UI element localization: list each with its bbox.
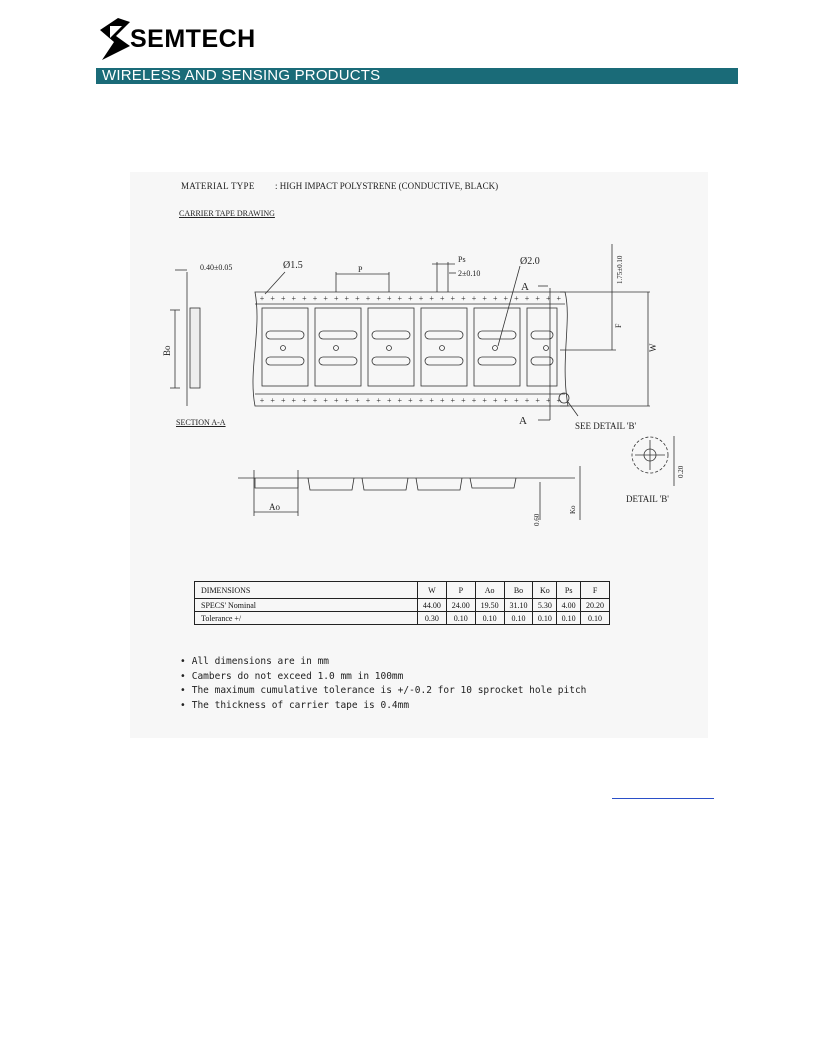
table-cell: 20.20 [581, 599, 610, 612]
table-header-cell: P [446, 582, 475, 599]
sprocket-hole: + [291, 396, 297, 405]
table-header-cell: W [418, 582, 447, 599]
ao-dimension-label: Ao [269, 502, 280, 512]
sprocket-hole: + [291, 294, 297, 303]
sprocket-hole: + [450, 396, 456, 405]
table-cell: 0.10 [557, 612, 581, 625]
table-header-cell: F [581, 582, 610, 599]
tape-pockets [262, 308, 557, 386]
sprocket-hole: + [439, 396, 445, 405]
sprocket-hole: + [386, 294, 392, 303]
sprocket-hole: + [429, 396, 434, 405]
table-cell: 0.10 [533, 612, 557, 625]
sprocket-hole: + [386, 396, 392, 405]
sprocket-hole: + [535, 294, 540, 303]
section-a-bottom-marker: A [519, 415, 527, 427]
table-header-cell: Ao [475, 582, 504, 599]
sprocket-hole: + [259, 396, 265, 405]
carrier-tape-drawing [130, 172, 708, 552]
table-cell: 0.10 [504, 612, 533, 625]
sprocket-hole: + [503, 294, 509, 303]
note-item: • The thickness of carrier tape is 0.4mm [180, 700, 586, 715]
depth-dimension-label: 0.60 [533, 513, 541, 526]
sprocket-hole: + [556, 396, 562, 405]
sprocket-hole: + [556, 294, 562, 303]
sprocket-holes [260, 294, 562, 405]
sprocket-hole: + [482, 294, 487, 303]
sprocket-hole: + [429, 294, 434, 303]
sprocket-hole: + [503, 396, 509, 405]
detail-b-dimension-label: 0.20 [677, 465, 685, 478]
sprocket-hole: + [482, 396, 487, 405]
sprocket-hole: + [439, 294, 445, 303]
section-aa-label: SECTION A-A [176, 418, 226, 427]
notes-list [180, 656, 586, 714]
sprocket-hole: + [408, 396, 413, 405]
sprocket-hole: + [323, 294, 328, 303]
table-cell: 5.30 [533, 599, 557, 612]
note-item: • The maximum cumulative tolerance is +/-0.2 for 10 sprocket hole pitch [180, 685, 586, 700]
table-cell: 44.00 [418, 599, 447, 612]
sprocket-hole: + [344, 396, 350, 405]
footer-link[interactable] [612, 784, 714, 799]
product-banner [96, 68, 738, 84]
sprocket-hole: + [270, 294, 275, 303]
sprocket-hole: + [418, 294, 424, 303]
sprocket-hole: + [450, 294, 456, 303]
sprocket-hole: + [461, 396, 466, 405]
sprocket-hole: + [344, 294, 350, 303]
table-header-cell: Ps [557, 582, 581, 599]
table-cell: 31.10 [504, 599, 533, 612]
section-a-top-marker: A [521, 281, 529, 293]
detail-b-view [632, 436, 674, 486]
sprocket-hole: + [333, 396, 339, 405]
f-dimension-label: F [614, 323, 623, 328]
sprocket-hole: + [492, 294, 498, 303]
table-header-cell: Ko [533, 582, 557, 599]
sprocket-hole: + [333, 294, 339, 303]
sprocket-hole: + [492, 396, 498, 405]
sprocket-hole: + [302, 294, 307, 303]
table-row [195, 599, 610, 612]
sprocket-hole: + [312, 396, 318, 405]
sprocket-hole: + [545, 294, 551, 303]
table-cell: 0.10 [446, 612, 475, 625]
sprocket-hole: + [355, 294, 360, 303]
table-header-cell: Bo [504, 582, 533, 599]
sprocket-hole: + [471, 396, 477, 405]
e-dimension-label: 1.75±0.10 [616, 255, 624, 284]
table-cell: 0.10 [581, 612, 610, 625]
detail-b-label: DETAIL 'B' [626, 494, 669, 504]
sprocket-hole: + [397, 396, 403, 405]
sprocket-hole-diameter-label: Ø1.5 [283, 260, 303, 271]
sprocket-hole: + [397, 294, 403, 303]
company-name: SEMTECH [130, 25, 256, 53]
ko-dimension-label: Ko [569, 505, 577, 514]
note-item: • All dimensions are in mm [180, 656, 586, 671]
table-cell: 0.10 [475, 612, 504, 625]
sprocket-hole: + [280, 294, 286, 303]
sprocket-hole: + [365, 396, 371, 405]
sprocket-hole: + [280, 396, 286, 405]
ps-label: Ps [458, 255, 466, 264]
bo-dimension-label: Bo [162, 345, 172, 356]
banner-text: WIRELESS AND SENSING PRODUCTS [102, 67, 381, 84]
w-dimension-label: W [648, 343, 658, 352]
sprocket-hole: + [535, 396, 540, 405]
table-cell: 0.30 [418, 612, 447, 625]
tape-section-view [238, 466, 580, 520]
sprocket-hole: + [323, 396, 328, 405]
sprocket-hole: + [365, 294, 371, 303]
dimensions-table [194, 581, 610, 625]
table-cell: 19.50 [475, 599, 504, 612]
note-item: • Cambers do not exceed 1.0 mm in 100mm [180, 671, 586, 686]
sprocket-hole: + [259, 294, 265, 303]
sprocket-hole: + [418, 396, 424, 405]
table-cell: 24.00 [446, 599, 475, 612]
sprocket-hole: + [461, 294, 466, 303]
sprocket-hole: + [376, 294, 381, 303]
table-row [195, 612, 610, 625]
pocket-hole-diameter-label: Ø2.0 [520, 256, 540, 267]
sprocket-hole: + [270, 396, 275, 405]
table-header-row [195, 582, 610, 599]
table-cell: SPECS' Nominal [195, 599, 418, 612]
ps-tolerance-label: 2±0.10 [458, 269, 481, 278]
sprocket-hole: + [312, 294, 318, 303]
sprocket-hole: + [355, 396, 360, 405]
material-type-label: MATERIAL TYPE [181, 181, 255, 191]
material-type-value: : HIGH IMPACT POLYSTRENE (CONDUCTIVE, BLACK) [275, 181, 499, 191]
tape-outline [253, 292, 568, 406]
sprocket-hole: + [471, 294, 477, 303]
sprocket-hole: + [524, 294, 530, 303]
table-cell: 4.00 [557, 599, 581, 612]
pitch-label: P [358, 265, 363, 274]
table-cell: Tolerance +/ [195, 612, 418, 625]
sprocket-hole: + [302, 396, 307, 405]
sprocket-hole: + [524, 396, 530, 405]
table-header-cell: DIMENSIONS [195, 582, 418, 599]
carrier-tape-drawing-label: CARRIER TAPE DRAWING [179, 209, 275, 218]
sprocket-hole: + [408, 294, 413, 303]
sprocket-hole: + [376, 396, 381, 405]
sprocket-hole: + [514, 294, 519, 303]
sprocket-hole: + [545, 396, 551, 405]
tape-side-profile [190, 308, 200, 388]
sprocket-hole: + [514, 396, 519, 405]
see-detail-b-label: SEE DETAIL 'B' [575, 421, 637, 431]
thickness-label: 0.40±0.05 [200, 263, 233, 272]
